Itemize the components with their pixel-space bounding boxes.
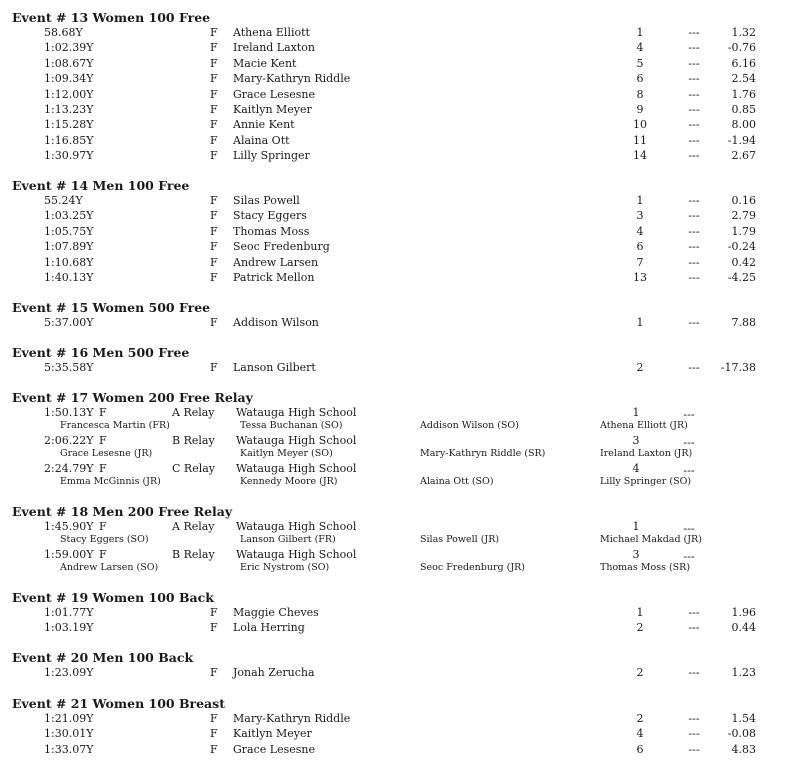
result-final-mark: F (210, 361, 218, 374)
result-separator: --- (688, 103, 700, 116)
swimmer-name: Alaina Ott (233, 133, 290, 147)
relay-separator: --- (683, 549, 695, 563)
result-place: 6 (636, 72, 644, 86)
result-time-diff: 1.96 (731, 606, 756, 619)
result-place: 6 (636, 742, 644, 756)
relay-time: 1:59.00Y (44, 547, 94, 561)
relay-label: B Relay (172, 433, 215, 447)
result-time: 1:01.77Y (44, 606, 94, 619)
relay-team: Watauga High School (236, 520, 357, 533)
swimmer-name: Kaitlyn Meyer (233, 727, 312, 741)
relay-final-mark: F (99, 461, 107, 475)
result-time-diff: -0.76 (727, 41, 756, 55)
swimmer-name: Thomas Moss (233, 224, 310, 238)
result-time-diff: 6.16 (731, 56, 756, 70)
result-time: 1:10.68Y (44, 255, 94, 269)
event-title: Event # 18 Men 200 Free Relay (12, 504, 233, 519)
result-time: 55.24Y (44, 194, 83, 207)
relay-swimmer: Francesca Martin (FR) (60, 419, 170, 431)
result-separator: --- (688, 87, 700, 101)
event-title: Event # 20 Men 100 Back (12, 650, 194, 665)
result-separator: --- (688, 742, 700, 756)
result-time-diff: 1.79 (731, 224, 756, 238)
relay-swimmer: Mary-Kathryn Riddle (SR) (420, 447, 546, 459)
relay-swimmer: Ireland Laxton (JR) (600, 447, 693, 459)
result-time: 1:30.97Y (44, 149, 94, 163)
result-place: 2 (636, 621, 644, 635)
event-title: Event # 13 Women 100 Free (12, 10, 211, 25)
relay-swimmer: Stacy Eggers (SO) (60, 533, 149, 545)
result-time-diff: 0.16 (731, 194, 756, 207)
result-place: 8 (636, 87, 644, 101)
result-final-mark: F (210, 240, 218, 254)
result-final-mark: F (210, 255, 218, 269)
result-time: 1:33.07Y (44, 742, 94, 756)
relay-final-mark: F (99, 406, 107, 419)
result-final-mark: F (210, 56, 218, 70)
result-place: 2 (636, 361, 644, 374)
relay-swimmer: Thomas Moss (SR) (600, 561, 691, 573)
result-place: 14 (633, 149, 647, 163)
result-separator: --- (688, 271, 700, 284)
result-separator: --- (688, 72, 700, 86)
relay-swimmer: Addison Wilson (SO) (420, 419, 519, 431)
result-place: 2 (636, 712, 644, 725)
result-separator: --- (688, 149, 700, 163)
swimmer-name: Seoc Fredenburg (233, 240, 330, 254)
result-final-mark: F (210, 712, 218, 725)
result-place: 2 (636, 666, 644, 679)
swimmer-name: Andrew Larsen (233, 255, 319, 269)
result-final-mark: F (210, 316, 218, 329)
event-title: Event # 19 Women 100 Back (12, 590, 214, 605)
result-time-diff: 7.88 (731, 316, 756, 329)
result-final-mark: F (210, 271, 218, 284)
result-separator: --- (688, 133, 700, 147)
relay-swimmer: Lilly Springer (SO) (600, 475, 692, 487)
relay-time: 1:50.13Y (44, 406, 94, 419)
result-separator: --- (688, 712, 700, 725)
result-separator: --- (688, 255, 700, 269)
result-time-diff: 0.85 (731, 103, 756, 116)
result-time-diff: 2.54 (731, 72, 756, 86)
result-separator: --- (688, 56, 700, 70)
result-time: 1:08.67Y (44, 56, 94, 70)
result-time: 1:07.89Y (44, 240, 94, 254)
relay-swimmer: Kennedy Moore (JR) (240, 475, 338, 487)
result-final-mark: F (210, 26, 218, 39)
result-place: 4 (636, 41, 644, 55)
result-time-diff: 1.54 (731, 712, 756, 725)
result-place: 1 (636, 194, 644, 207)
result-place: 1 (636, 316, 644, 329)
result-final-mark: F (210, 727, 218, 741)
result-final-mark: F (210, 742, 218, 756)
relay-time: 2:24.79Y (44, 461, 94, 475)
result-place: 11 (633, 133, 647, 147)
swimmer-name: Mary-Kathryn Riddle (233, 712, 351, 725)
swimmer-name: Addison Wilson (233, 316, 319, 329)
result-time: 1:21.09Y (44, 712, 94, 725)
result-time-diff: 1.23 (731, 666, 756, 679)
relay-team: Watauga High School (236, 461, 357, 475)
relay-separator: --- (683, 463, 695, 477)
result-final-mark: F (210, 209, 218, 223)
result-time: 1:16.85Y (44, 133, 94, 147)
swimmer-name: Jonah Zerucha (233, 666, 315, 679)
event-title: Event # 17 Women 200 Free Relay (12, 390, 253, 405)
result-time-diff: 2.79 (731, 209, 756, 223)
result-final-mark: F (210, 133, 218, 147)
result-time: 1:15.28Y (44, 118, 94, 132)
relay-separator: --- (683, 522, 695, 535)
result-time: 1:30.01Y (44, 727, 94, 741)
result-time: 58.68Y (44, 26, 83, 39)
result-separator: --- (688, 26, 700, 39)
relay-final-mark: F (99, 433, 107, 447)
result-place: 1 (636, 606, 644, 619)
result-time-diff: -0.24 (727, 240, 756, 254)
result-final-mark: F (210, 621, 218, 635)
relay-final-mark: F (99, 547, 107, 561)
result-separator: --- (688, 209, 700, 223)
result-place: 1 (636, 26, 644, 39)
swimmer-name: Lilly Springer (233, 149, 310, 163)
result-time-diff: -1.94 (727, 133, 756, 147)
relay-label: C Relay (172, 461, 215, 475)
result-separator: --- (688, 118, 700, 132)
relay-swimmer: Lanson Gilbert (FR) (240, 533, 336, 545)
swimmer-name: Macie Kent (233, 56, 297, 70)
relay-swimmer: Andrew Larsen (SO) (60, 561, 159, 573)
swimmer-name: Lanson Gilbert (233, 361, 316, 374)
result-separator: --- (688, 621, 700, 635)
result-final-mark: F (210, 103, 218, 116)
relay-place: 3 (632, 433, 640, 447)
result-final-mark: F (210, 606, 218, 619)
event-title: Event # 21 Women 100 Breast (12, 696, 225, 711)
swimmer-name: Grace Lesesne (233, 87, 315, 101)
swimmer-name: Annie Kent (233, 118, 295, 132)
relay-time: 1:45.90Y (44, 520, 94, 533)
relay-team: Watauga High School (236, 406, 357, 419)
result-place: 7 (636, 255, 644, 269)
result-time-diff: 1.76 (731, 87, 756, 101)
swimmer-name: Ireland Laxton (233, 41, 316, 55)
relay-swimmer: Kaitlyn Meyer (SO) (240, 447, 333, 459)
result-time-diff: -0.08 (727, 727, 756, 741)
swimmer-name: Mary-Kathryn Riddle (233, 72, 351, 86)
result-separator: --- (688, 41, 700, 55)
relay-separator: --- (683, 408, 695, 421)
result-place: 4 (636, 224, 644, 238)
result-time: 1:40.13Y (44, 271, 94, 284)
result-place: 13 (633, 271, 647, 284)
result-separator: --- (688, 240, 700, 254)
result-separator: --- (688, 727, 700, 741)
relay-team: Watauga High School (236, 547, 357, 561)
relay-swimmer: Emma McGinnis (JR) (60, 475, 161, 487)
swimmer-name: Silas Powell (233, 194, 300, 207)
swimmer-name: Grace Lesesne (233, 742, 315, 756)
swimmer-name: Athena Elliott (233, 26, 310, 39)
swimmer-name: Patrick Mellon (233, 271, 315, 284)
relay-swimmer: Seoc Fredenburg (JR) (420, 561, 525, 573)
result-time: 1:05.75Y (44, 224, 94, 238)
swimmer-name: Lola Herring (233, 621, 305, 635)
result-time-diff: -4.25 (727, 271, 756, 284)
result-separator: --- (688, 606, 700, 619)
relay-place: 4 (632, 461, 640, 475)
result-time: 1:03.19Y (44, 621, 94, 635)
result-time: 5:35.58Y (44, 361, 94, 374)
result-time: 1:09.34Y (44, 72, 94, 86)
result-final-mark: F (210, 149, 218, 163)
result-time-diff: 0.44 (731, 621, 756, 635)
result-place: 9 (636, 103, 644, 116)
relay-swimmer: Silas Powell (JR) (420, 533, 500, 545)
relay-swimmer: Eric Nystrom (SO) (240, 561, 330, 573)
result-time: 1:02.39Y (44, 41, 94, 55)
result-separator: --- (688, 194, 700, 207)
event-title: Event # 16 Men 500 Free (12, 345, 190, 360)
relay-time: 2:06.22Y (44, 433, 94, 447)
result-place: 5 (636, 56, 644, 70)
result-place: 4 (636, 727, 644, 741)
result-final-mark: F (210, 72, 218, 86)
relay-place: 1 (632, 520, 640, 533)
relay-place: 1 (632, 406, 640, 419)
event-title: Event # 15 Women 500 Free (12, 300, 211, 315)
result-final-mark: F (210, 224, 218, 238)
result-time-diff: 1.32 (731, 26, 756, 39)
result-time-diff: -17.38 (720, 361, 756, 374)
result-separator: --- (688, 361, 700, 374)
relay-final-mark: F (99, 520, 107, 533)
result-time: 5:37.00Y (44, 316, 94, 329)
swimmer-name: Kaitlyn Meyer (233, 103, 312, 116)
relay-label: A Relay (172, 520, 215, 533)
result-separator: --- (688, 316, 700, 329)
swimmer-name: Maggie Cheves (233, 606, 319, 619)
relay-team: Watauga High School (236, 433, 357, 447)
result-separator: --- (688, 224, 700, 238)
result-time: 1:23.09Y (44, 666, 94, 679)
result-time-diff: 4.83 (731, 742, 756, 756)
result-place: 10 (633, 118, 647, 132)
result-final-mark: F (210, 194, 218, 207)
result-time: 1:12.00Y (44, 87, 94, 101)
result-place: 3 (636, 209, 644, 223)
result-time-diff: 8.00 (731, 118, 756, 132)
event-title: Event # 14 Men 100 Free (12, 178, 190, 193)
relay-place: 3 (632, 547, 640, 561)
relay-swimmer: Athena Elliott (JR) (600, 419, 688, 431)
result-time: 1:03.25Y (44, 209, 94, 223)
result-time-diff: 2.67 (731, 149, 756, 163)
swimmer-name: Stacy Eggers (233, 209, 307, 223)
result-final-mark: F (210, 118, 218, 132)
relay-separator: --- (683, 435, 695, 449)
result-time-diff: 0.42 (731, 255, 756, 269)
result-time: 1:13.23Y (44, 103, 94, 116)
relay-label: A Relay (172, 406, 215, 419)
result-final-mark: F (210, 87, 218, 101)
relay-swimmer: Tessa Buchanan (SO) (240, 419, 343, 431)
relay-label: B Relay (172, 547, 215, 561)
result-place: 6 (636, 240, 644, 254)
result-final-mark: F (210, 666, 218, 679)
result-separator: --- (688, 666, 700, 679)
result-final-mark: F (210, 41, 218, 55)
relay-swimmer: Michael Makdad (JR) (600, 533, 702, 545)
relay-swimmer: Alaina Ott (SO) (420, 475, 494, 487)
relay-swimmer: Grace Lesesne (JR) (60, 447, 153, 459)
